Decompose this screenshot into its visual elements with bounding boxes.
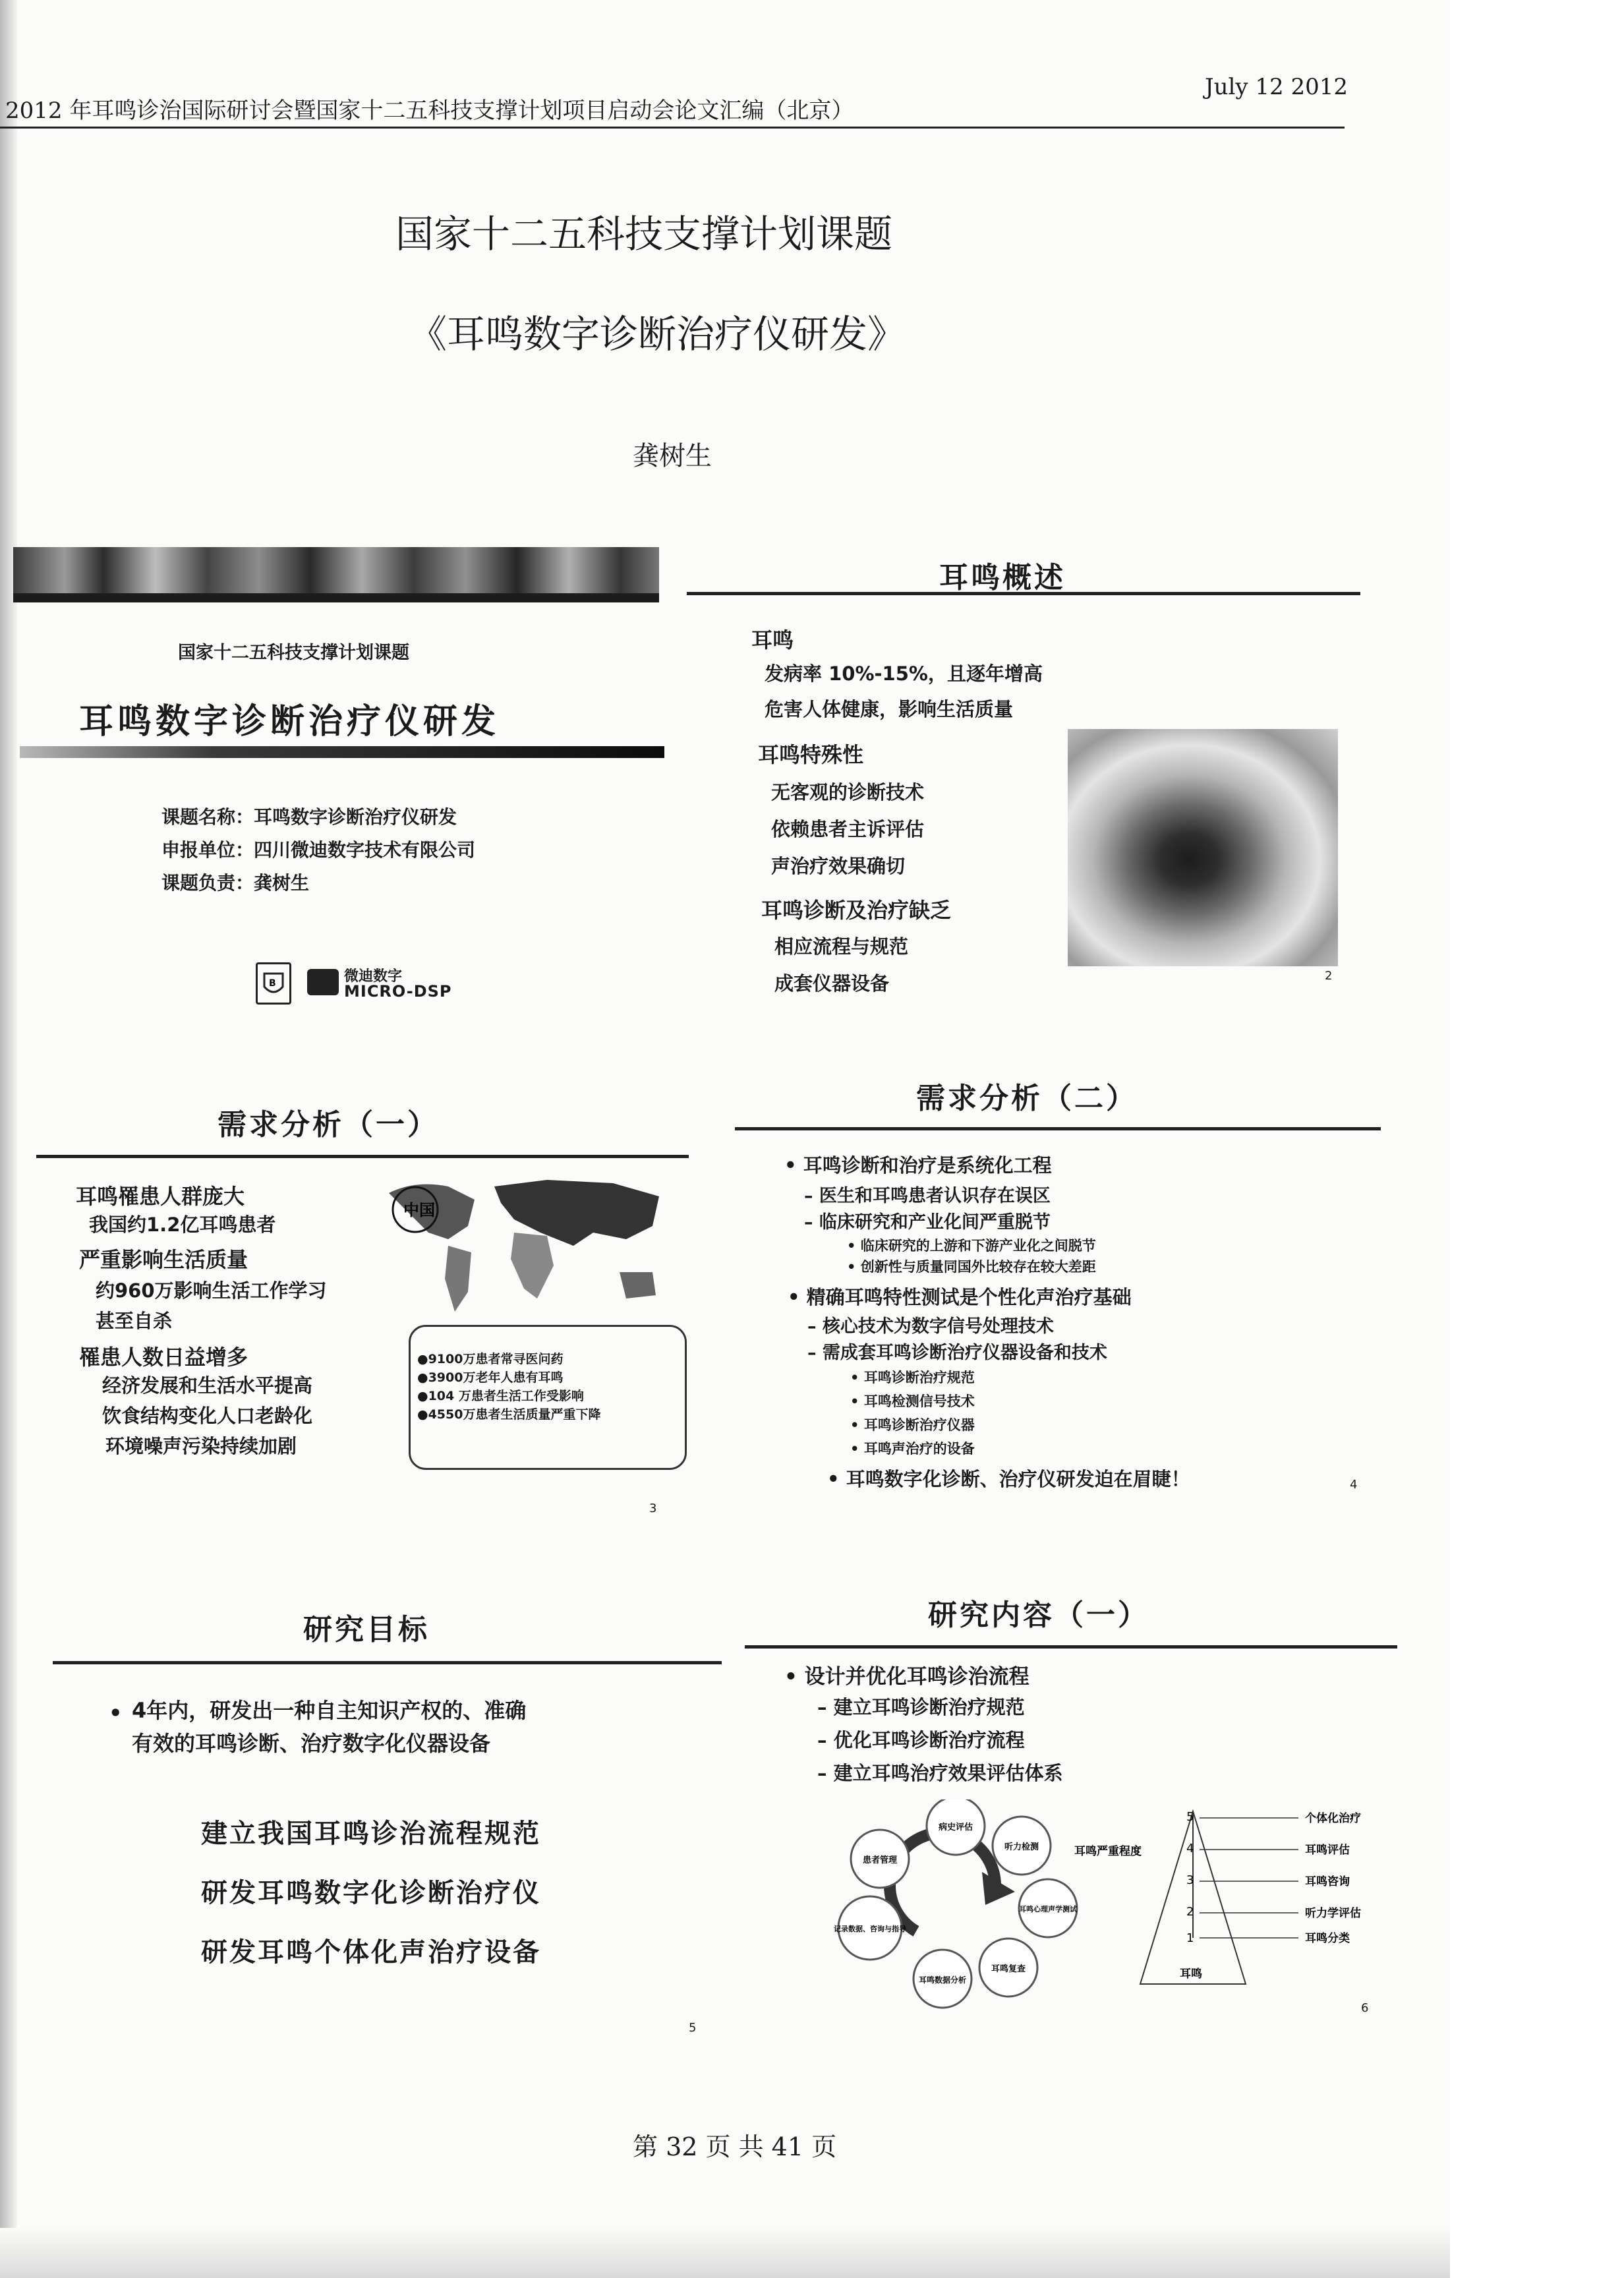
slide4-item: • 耳鸣检测信号技术 [850, 1393, 975, 1409]
research-goal: 研发耳鸣个体化声治疗设备 [201, 1937, 541, 1968]
pyramid-level-number: 2 [1186, 1905, 1194, 1919]
slide3-item: 耳鸣罹患人群庞大 [76, 1184, 245, 1209]
stats-line: ●104 万患者生活工作受影响 [417, 1389, 584, 1403]
pyramid-level-number: 1 [1186, 1931, 1194, 1945]
hospital-logo [256, 962, 291, 1005]
logo-name-en: MICRO-DSP [344, 982, 452, 1001]
pyramid-level-label: 听力学评估 [1305, 1907, 1361, 1920]
slide4-item: • 精确耳鸣特性测试是个性化声治疗基础 [788, 1286, 1132, 1308]
cycle-node-label: 记录数据、咨询与指导 [834, 1925, 906, 1933]
slide-6 [745, 1582, 1404, 2043]
slide2-item: 依赖患者主诉评估 [771, 818, 925, 840]
logo-name-cn: 微迪数字 [344, 968, 403, 985]
pyramid-level [1186, 1931, 1350, 1945]
slide1-title: 耳鸣数字诊断治疗仪研发 [79, 702, 500, 742]
pyramid-level [1186, 1842, 1350, 1857]
page-footer: 第 32 页 共 41 页 [633, 2132, 837, 2161]
slide3-item: 饮食结构变化人口老龄化 [102, 1405, 313, 1427]
pyramid-level-number: 3 [1186, 1873, 1194, 1887]
slide2-item: 耳鸣特殊性 [758, 742, 864, 767]
logo-mark-icon [307, 969, 339, 995]
slide5-title: 研究目标 [303, 1613, 430, 1647]
micro-dsp-logo [307, 965, 459, 1001]
cycle-node [927, 1799, 985, 1855]
slide6-rule [745, 1645, 1397, 1649]
info-label: 课题名称： [161, 806, 254, 828]
slide5-bullet-line-2: 有效的耳鸣诊断、治疗数字化仪器设备 [132, 1731, 491, 1756]
slide1-subtitle: 国家十二五科技支撑计划课题 [178, 643, 409, 663]
cycle-node [914, 1950, 972, 2008]
stats-line: ●4550万患者生活质量严重下降 [417, 1407, 601, 1422]
pyramid-level [1186, 1810, 1361, 1825]
slide-4 [725, 1061, 1384, 1509]
pyramid-level [1186, 1905, 1361, 1920]
slide3-item: 甚至自杀 [96, 1310, 173, 1332]
slide5-rule [53, 1661, 722, 1664]
slide2-item: 危害人体健康，影响生活质量 [765, 698, 1014, 720]
slide4-title: 需求分析（二） [916, 1082, 1138, 1115]
cycle-node [1019, 1879, 1078, 1937]
cycle-node-label: 耳鸣复查 [991, 1964, 1026, 1974]
info-row-unit [161, 836, 475, 862]
slide4-page-number: 4 [1350, 1478, 1358, 1492]
pyramid-level-number: 4 [1186, 1842, 1194, 1855]
slide2-title: 耳鸣概述 [939, 561, 1066, 595]
slide-5 [0, 1595, 738, 2050]
info-row-name [161, 803, 457, 829]
ear-photo [1068, 729, 1338, 966]
stats-box [409, 1325, 687, 1470]
pyramid-level [1186, 1873, 1350, 1888]
scan-bottom-shadow [0, 2228, 1450, 2278]
pyramid-level-label: 耳鸣评估 [1305, 1844, 1350, 1857]
slide3-item: 严重影响生活质量 [79, 1247, 248, 1272]
slide1-title-bar [20, 746, 664, 758]
research-goal: 建立我国耳鸣诊治流程规范 [201, 1819, 541, 1849]
slide4-item: – 核心技术为数字信号处理技术 [807, 1316, 1054, 1337]
cycle-node-label: 病史评估 [938, 1823, 973, 1832]
stats-line: ●3900万老年人患有耳鸣 [417, 1370, 564, 1385]
slide3-item: 经济发展和生活水平提高 [102, 1374, 313, 1397]
slide2-item: 声治疗效果确切 [771, 855, 906, 877]
svg-text:B: B [269, 978, 276, 989]
slide5-bullet-dot: • [109, 1701, 123, 1726]
china-label: 中国 [403, 1201, 435, 1219]
slide4-item: • 耳鸣诊断治疗仪器 [850, 1417, 975, 1433]
slide3-item: 环境噪声污染持续加剧 [105, 1435, 297, 1457]
slide3-title: 需求分析（一） [218, 1108, 439, 1142]
map-south-america [445, 1246, 471, 1312]
info-value: 耳鸣数字诊断治疗仪研发 [254, 806, 457, 828]
pyramid-level-number: 5 [1186, 1810, 1194, 1824]
photo-strip-bar [13, 593, 659, 602]
info-label: 申报单位： [161, 839, 254, 861]
slide2-item: 发病率 10%-15%，且逐年增高 [765, 662, 1043, 685]
cycle-node-label: 患者管理 [862, 1855, 898, 1865]
slide6-item: – 建立耳鸣诊断治疗规范 [817, 1696, 1025, 1718]
paper-title: 国家十二五科技支撑计划课题 [395, 212, 893, 256]
cycle-node-label: 耳鸣心理声学测试 [1019, 1905, 1077, 1913]
slide-2 [685, 540, 1384, 1015]
slide4-item: – 医生和耳鸣患者认识存在误区 [804, 1186, 1051, 1206]
slide4-item: • 耳鸣声治疗的设备 [850, 1441, 975, 1457]
shield-icon [258, 964, 289, 1003]
tinnitus-severity-pyramid [1074, 1806, 1391, 2004]
info-label: 课题负责： [161, 872, 254, 894]
diagnosis-cycle-diagram [817, 1799, 1094, 2010]
slide2-item: 成套仪器设备 [774, 972, 890, 995]
slide2-item: 耳鸣诊断及治疗缺乏 [761, 898, 952, 923]
research-goal: 研发耳鸣数字化诊断治疗仪 [201, 1878, 541, 1908]
header-date: July 12 2012 [1205, 74, 1348, 100]
cycle-node [979, 1939, 1037, 1997]
slide6-item: – 优化耳鸣诊断治疗流程 [817, 1729, 1025, 1751]
slide2-item: 无客观的诊断技术 [771, 781, 925, 803]
slide3-item: 我国约1.2亿耳鸣患者 [89, 1213, 276, 1236]
slide3-rule [36, 1155, 689, 1158]
map-australia [620, 1272, 656, 1299]
map-africa [511, 1233, 554, 1299]
slide4-rule [735, 1127, 1381, 1130]
pyramid-level-label: 耳鸣分类 [1305, 1932, 1350, 1945]
info-row-lead [161, 869, 309, 895]
pyramid-side-label: 耳鸣严重程度 [1074, 1845, 1142, 1858]
slide2-item: 耳鸣 [751, 628, 794, 653]
slide4-item: – 临床研究和产业化间严重脱节 [804, 1212, 1051, 1233]
slide4-item: • 耳鸣诊断治疗规范 [850, 1370, 975, 1386]
slide3-item: 约960万影响生活工作学习 [96, 1279, 327, 1302]
slide3-page-number: 3 [649, 1502, 657, 1515]
slide5-bullet-line-1: 4年内，研发出一种自主知识产权的、准确 [132, 1698, 527, 1723]
slide6-title: 研究内容（一） [928, 1598, 1149, 1632]
slide6-page-number: 6 [1361, 2001, 1369, 2015]
scan-background [1450, 0, 1624, 2278]
slide-1 [0, 540, 685, 1055]
slide4-item: • 耳鸣数字化诊断、治疗仪研发迫在眉睫！ [827, 1468, 1190, 1490]
slide2-rule [687, 592, 1360, 595]
slide2-page-number: 2 [1325, 969, 1333, 983]
world-map [376, 1167, 692, 1325]
cycle-node-label: 耳鸣数据分析 [918, 1975, 967, 1985]
cycle-node [851, 1830, 909, 1888]
header-rule [0, 127, 1345, 129]
info-value: 龚树生 [254, 872, 310, 894]
slide5-page-number: 5 [689, 2021, 697, 2035]
cycle-node [993, 1817, 1051, 1875]
slide6-item: – 建立耳鸣治疗效果评估体系 [817, 1762, 1063, 1784]
cycle-node-label: 听力检测 [1004, 1842, 1039, 1852]
slide4-item: • 临床研究的上游和下游产业化之间脱节 [847, 1238, 1096, 1254]
slide-3 [0, 1074, 712, 1523]
pyramid-level-label: 耳鸣咨询 [1305, 1875, 1350, 1888]
running-header: 2012 年耳鸣诊治国际研讨会暨国家十二五科技支撑计划项目启动会论文汇编（北京） [5, 98, 854, 124]
slide4-item: • 创新性与质量同国外比较存在较大差距 [847, 1259, 1096, 1275]
slide4-item: • 耳鸣诊断和治疗是系统化工程 [784, 1154, 1052, 1177]
slide3-item: 罹患人数日益增多 [79, 1345, 248, 1370]
paper-author: 龚树生 [633, 441, 712, 471]
stats-line: ●9100万患者常寻医问药 [417, 1352, 564, 1366]
paper-subtitle: 《耳鸣数字诊断治疗仪研发》 [409, 312, 906, 357]
info-value: 四川微迪数字技术有限公司 [254, 839, 476, 861]
slide4-item: – 需成套耳鸣诊断治疗仪器设备和技术 [807, 1343, 1107, 1363]
pyramid-level-label: 个体化治疗 [1305, 1812, 1361, 1825]
slide2-item: 相应流程与规范 [774, 935, 909, 958]
pyramid-base-label: 耳鸣 [1180, 1968, 1202, 1981]
slide6-item: • 设计并优化耳鸣诊治流程 [784, 1665, 1030, 1689]
